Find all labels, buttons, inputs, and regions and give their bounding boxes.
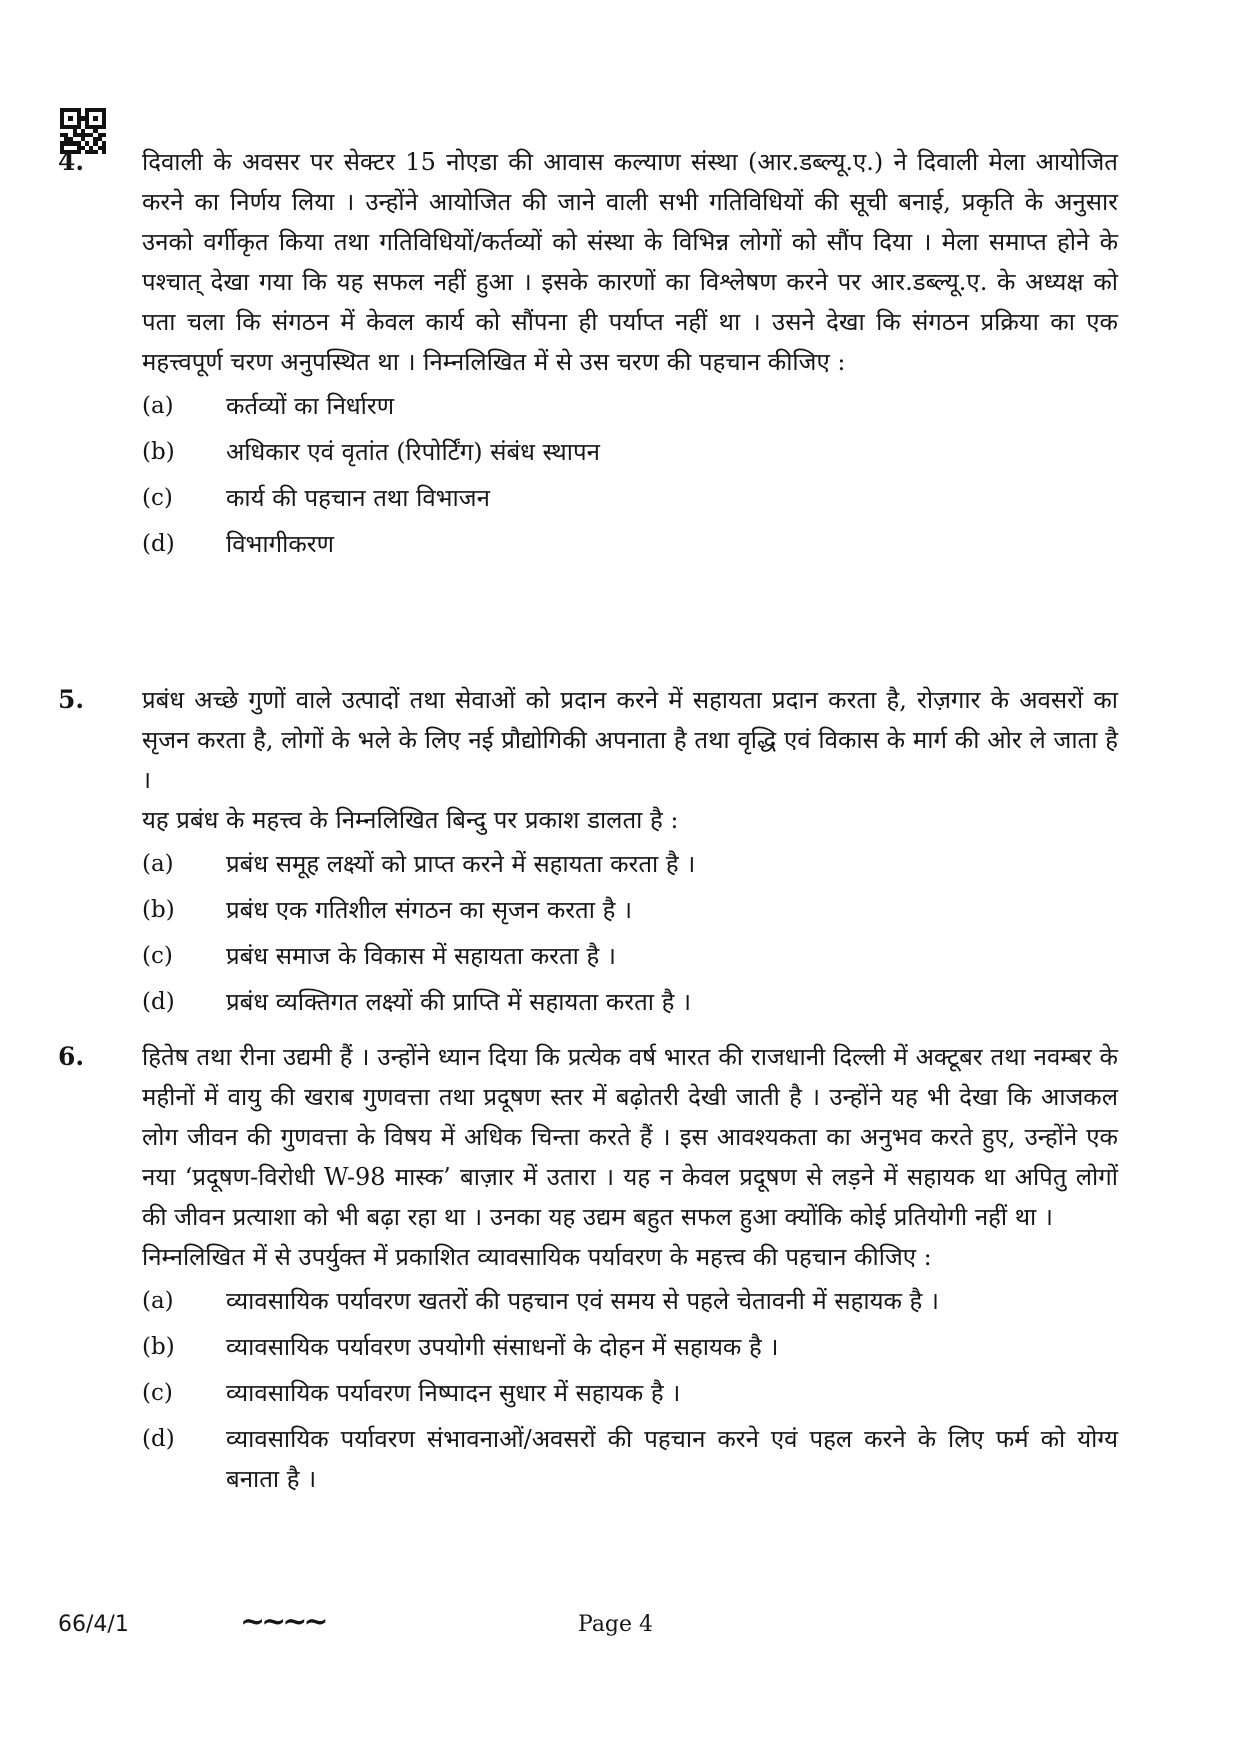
option-label: (b) bbox=[142, 897, 175, 923]
option-d bbox=[142, 982, 1118, 1022]
option-text: कार्य की पहचान तथा विभाजन bbox=[226, 484, 490, 512]
options-list bbox=[142, 386, 1118, 564]
page-number: Page 4 bbox=[578, 1612, 654, 1637]
option-text: प्रबंध समूह लक्ष्यों को प्राप्त करने में सहायता करता है । bbox=[226, 850, 696, 878]
option-label: (a) bbox=[142, 1288, 174, 1314]
question-prompt: यह प्रबंध के महत्त्व के निम्नलिखित बिन्दु पर प्रकाश डालता है : bbox=[142, 806, 679, 834]
option-text: व्यावसायिक पर्यावरण संभावनाओं/अवसरों की पहचान करने एवं पहल करने के लिए फर्म को योग्य बनाता है । bbox=[226, 1425, 1118, 1493]
question-number: 6. bbox=[58, 1042, 85, 1071]
question-6 bbox=[58, 1037, 1118, 1505]
option-text: कर्तव्यों का निर्धारण bbox=[226, 392, 395, 420]
option-a bbox=[142, 844, 1118, 884]
option-a bbox=[142, 1281, 1118, 1321]
question-text: हितेष तथा रीना उद्यमी हैं । उन्होंने ध्यान दिया कि प्रत्येक वर्ष भारत की राजधानी दिल्ली में अक्टूबर तथा नवम्बर के महीनों में वायु की खराब गुणवत्ता तथा प्रदूषण स्तर में बढ़ोतरी देखी जाती है । उन्होंने यह भी देखा कि आजकल लोग जीवन की गुणवत्ता के विषय में अधिक चिन्ता करते हैं । इस आवश्यकता का अनुभव करते हुए, उन्होंने एक नया ‘प्रदूषण-विरोधी W-98 मास्क’ बाज़ार में उतारा । यह न केवल प्रदूषण से लड़ने में सहायक था अपितु लोगों की जीवन प्रत्याशा को भी बढ़ा रहा था । उनका यह उद्यम बहुत सफल हुआ क्योंकि कोई प्रतियोगी नहीं था । bbox=[142, 1043, 1118, 1231]
option-a bbox=[142, 386, 1118, 426]
option-b bbox=[142, 890, 1118, 930]
option-b bbox=[142, 432, 1118, 472]
option-label: (c) bbox=[142, 485, 173, 511]
option-label: (a) bbox=[142, 393, 174, 419]
question-prompt: निम्नलिखित में से उपर्युक्त में प्रकाशित व्यावसायिक पर्यावरण के महत्त्व की पहचान कीजिए : bbox=[142, 1243, 932, 1271]
question-number: 4. bbox=[58, 147, 85, 176]
option-c bbox=[142, 1373, 1118, 1413]
option-d bbox=[142, 1419, 1118, 1499]
option-text: व्यावसायिक पर्यावरण निष्पादन सुधार में सहायक है । bbox=[226, 1379, 681, 1407]
footer-ornament: ~~~~ bbox=[240, 1604, 325, 1639]
option-d bbox=[142, 524, 1118, 564]
option-c bbox=[142, 478, 1118, 518]
question-text: दिवाली के अवसर पर सेक्टर 15 नोएडा की आवास कल्याण संस्था (आर.डब्ल्यू.ए.) ने दिवाली मेला आयोजित करने का निर्णय लिया । उन्होंने आयोजित की जाने वाली सभी गतिविधियों की सूची बनाई, प्रकृति के अनुसार उनको वर्गीकृत किया तथा गतिविधियों/कर्तव्यों को संस्था के विभिन्न लोगों को सौंप दिया । मेला समाप्त होने के पश्चात् देखा गया कि यह सफल नहीं हुआ । इसके कारणों का विश्लेषण करने पर आर.डब्ल्यू.ए. के अध्यक्ष को पता चला कि संगठन में केवल कार्य को सौंपना ही पर्याप्त नहीं था । उसने देखा कि संगठन प्रक्रिया का एक महत्त्वपूर्ण चरण अनुपस्थित था । निम्नलिखित में से उस चरण की पहचान कीजिए : bbox=[142, 148, 1118, 376]
option-label: (a) bbox=[142, 851, 174, 877]
question-number: 5. bbox=[58, 685, 85, 714]
question-4 bbox=[58, 142, 1118, 570]
option-text: प्रबंध एक गतिशील संगठन का सृजन करता है । bbox=[226, 896, 633, 924]
option-label: (c) bbox=[142, 943, 173, 969]
option-text: प्रबंध व्यक्तिगत लक्ष्यों की प्राप्ति में सहायता करता है । bbox=[226, 988, 692, 1016]
option-text: व्यावसायिक पर्यावरण खतरों की पहचान एवं समय से पहले चेतावनी में सहायक है । bbox=[226, 1287, 940, 1315]
option-label: (b) bbox=[142, 439, 175, 465]
option-label: (d) bbox=[142, 1426, 175, 1452]
options-list bbox=[142, 844, 1118, 1022]
option-text: अधिकार एवं वृतांत (रिपोर्टिंग) संबंध स्थापन bbox=[226, 438, 600, 466]
option-text: व्यावसायिक पर्यावरण उपयोगी संसाधनों के दोहन में सहायक है । bbox=[226, 1333, 779, 1361]
option-text: विभागीकरण bbox=[226, 530, 334, 558]
question-5 bbox=[58, 680, 1118, 1028]
option-c bbox=[142, 936, 1118, 976]
option-text: प्रबंध समाज के विकास में सहायता करता है । bbox=[226, 942, 616, 970]
option-label: (b) bbox=[142, 1334, 175, 1360]
options-list bbox=[142, 1281, 1118, 1499]
option-label: (c) bbox=[142, 1380, 173, 1406]
option-b bbox=[142, 1327, 1118, 1367]
option-label: (d) bbox=[142, 989, 175, 1015]
question-text: प्रबंध अच्छे गुणों वाले उत्पादों तथा सेवाओं को प्रदान करने में सहायता प्रदान करता है, रोज़गार के अवसरों का सृजन करता है, लोगों के भले के लिए नई प्रौद्योगिकी अपनाता है तथा वृद्धि एवं विकास के मार्ग की ओर ले जाता है । bbox=[142, 686, 1118, 794]
paper-code: 66/4/1 bbox=[58, 1612, 129, 1637]
option-label: (d) bbox=[142, 531, 175, 557]
